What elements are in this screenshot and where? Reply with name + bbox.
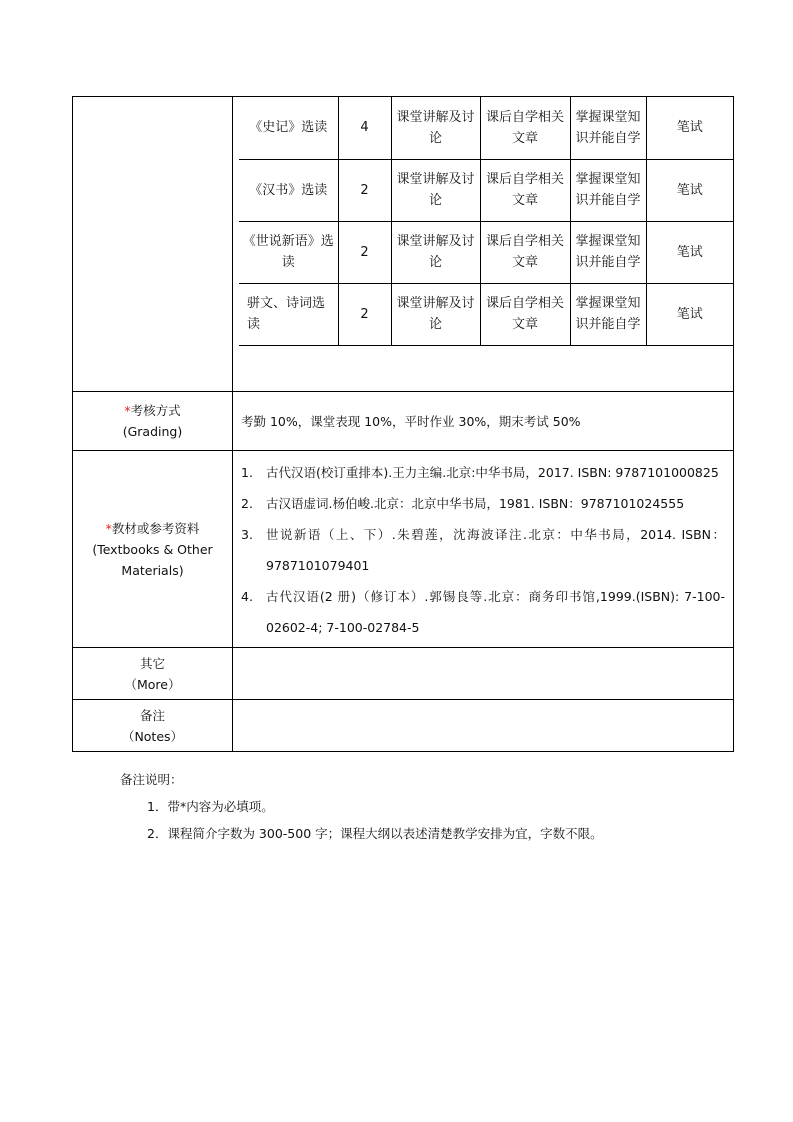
teaching-method: 课堂讲解及讨论 — [391, 283, 480, 345]
notes-label-cn: 备注 — [139, 707, 165, 723]
reference-text: 古代汉语(2 册)（修订本）.郭锡良等.北京：商务印书馆,1999.(ISBN): 7-100-02602-4; 7-100-02784-5 — [266, 589, 725, 635]
reference-number: 1. — [241, 465, 253, 480]
reference-item — [241, 581, 725, 643]
course-name: 骈文、诗词选读 — [239, 283, 338, 345]
reference-number: 2. — [241, 496, 253, 511]
more-label — [73, 648, 233, 700]
reference-text: 古代汉语(校订重排本).王力主编.北京:中华书局，2017. ISBN: 9787101000825 — [266, 465, 719, 480]
homework: 课后自学相关文章 — [480, 159, 570, 221]
teaching-method: 课堂讲解及讨论 — [391, 159, 480, 221]
more-row — [73, 648, 734, 700]
schedule-row-item — [239, 159, 733, 221]
schedule-row-item — [239, 221, 733, 283]
textbooks-label — [73, 451, 233, 648]
footnote-item: 2．课程简介字数为 300-500 字；课程大纲以表述清楚教学安排为宜，字数不限。 — [147, 826, 603, 841]
textbooks-value — [233, 451, 734, 648]
schedule-row-item — [239, 283, 733, 345]
schedule-content-cell — [233, 97, 734, 392]
requirement: 掌握课堂知识并能自学 — [570, 97, 646, 159]
reference-item — [241, 457, 725, 488]
reference-number: 4. — [241, 589, 253, 604]
required-star: * — [105, 520, 112, 536]
notes-value — [233, 700, 734, 752]
textbooks-label-cn: 教材或参考资料 — [111, 520, 200, 536]
schedule-label-cell — [73, 97, 233, 392]
reference-number: 3. — [241, 527, 253, 542]
homework: 课后自学相关文章 — [480, 221, 570, 283]
required-star: * — [124, 403, 131, 418]
teaching-method: 课堂讲解及讨论 — [391, 221, 480, 283]
notes-label — [73, 700, 233, 752]
grading-value: 考勤 10%，课堂表现 10%，平时作业 30%，期末考试 50% — [233, 392, 734, 451]
reference-item — [241, 488, 725, 519]
homework: 课后自学相关文章 — [480, 97, 570, 159]
grading-row — [73, 392, 734, 451]
course-name: 《世说新语》选读 — [239, 221, 338, 283]
footnote-item: 1．带*内容为必填项。 — [147, 799, 274, 814]
more-label-cn: 其它 — [139, 655, 165, 671]
course-hours: 2 — [338, 221, 391, 283]
course-name: 《史记》选读 — [239, 97, 338, 159]
textbooks-label-en-2: Materials) — [121, 562, 184, 578]
reference-list — [233, 451, 733, 647]
course-info-table — [72, 96, 734, 752]
teaching-method: 课堂讲解及讨论 — [391, 97, 480, 159]
assessment: 笔试 — [646, 221, 733, 283]
schedule-row-item — [239, 97, 733, 159]
textbooks-row — [73, 451, 734, 648]
requirement: 掌握课堂知识并能自学 — [570, 283, 646, 345]
textbooks-label-en-1: (Textbooks & Other — [92, 541, 213, 557]
course-hours: 4 — [338, 97, 391, 159]
course-name: 《汉书》选读 — [239, 159, 338, 221]
more-label-en: （More） — [124, 676, 181, 692]
requirement: 掌握课堂知识并能自学 — [570, 221, 646, 283]
schedule-row — [73, 97, 734, 392]
footnote-section — [120, 766, 603, 847]
notes-label-en: （Notes） — [121, 728, 184, 744]
footnote-title: 备注说明： — [120, 772, 183, 787]
reference-item — [241, 519, 725, 581]
schedule-table — [239, 97, 733, 346]
reference-text: 古汉语虚词.杨伯峻.北京：北京中华书局，1981. ISBN：9787101024555 — [266, 496, 685, 511]
course-hours: 2 — [338, 159, 391, 221]
assessment: 笔试 — [646, 97, 733, 159]
grading-label-en: (Grading) — [122, 424, 183, 439]
reference-text: 世说新语（上、下）.朱碧莲，沈海波译注.北京：中华书局，2014. ISBN：9787101079401 — [266, 527, 725, 573]
grading-label — [73, 392, 233, 451]
assessment: 笔试 — [646, 283, 733, 345]
notes-row — [73, 700, 734, 752]
course-hours: 2 — [338, 283, 391, 345]
assessment: 笔试 — [646, 159, 733, 221]
more-value — [233, 648, 734, 700]
grading-label-cn: 考核方式 — [130, 403, 181, 418]
requirement: 掌握课堂知识并能自学 — [570, 159, 646, 221]
homework: 课后自学相关文章 — [480, 283, 570, 345]
